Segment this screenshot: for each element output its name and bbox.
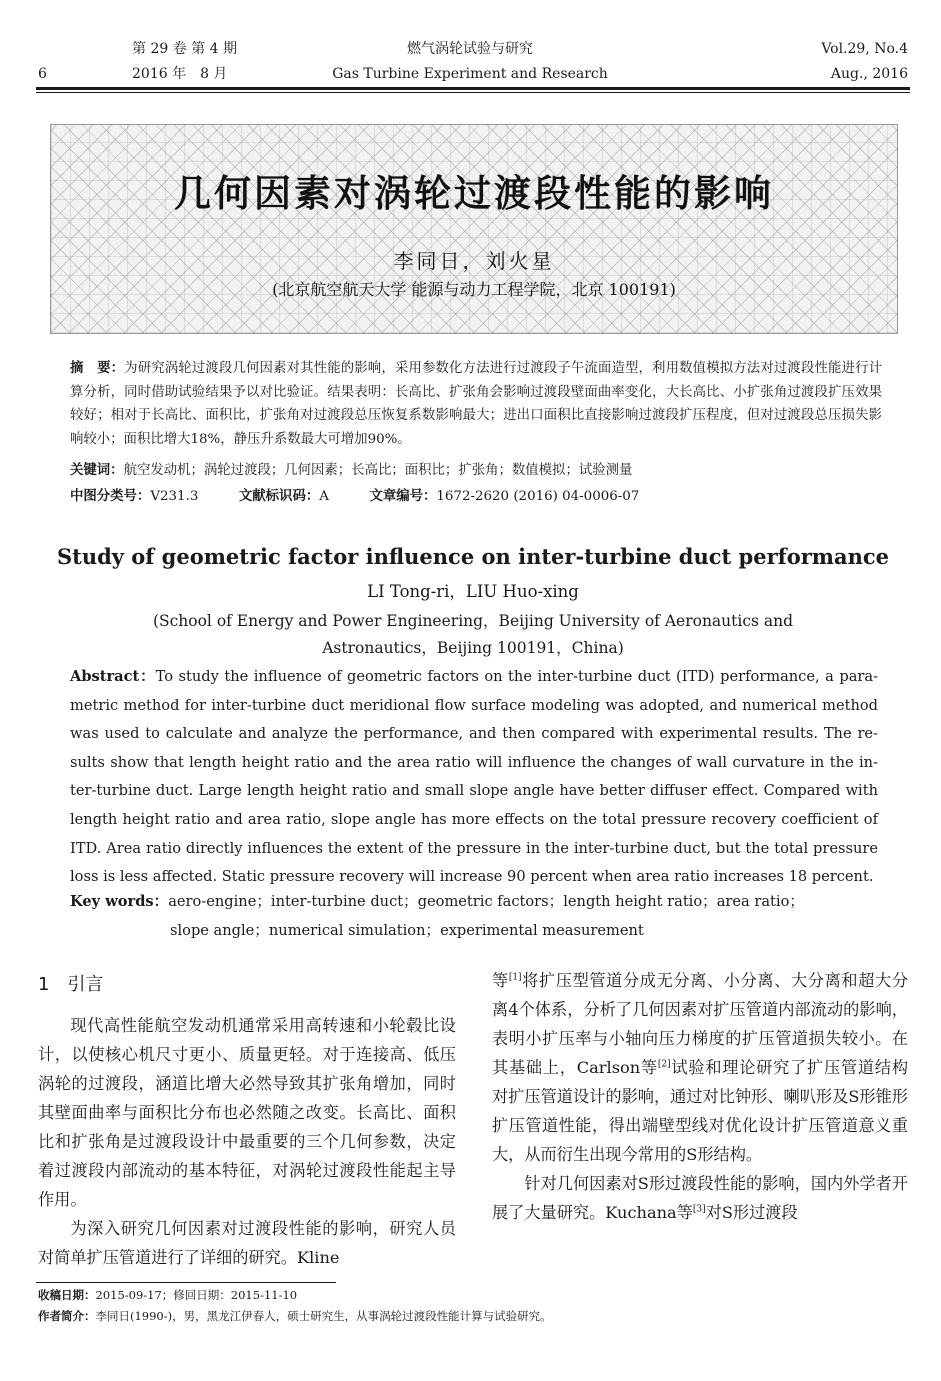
- keywords-en-line2: slope angle；numerical simulation；experimental measurement: [170, 921, 644, 939]
- abstract-cn-text: 为研究涡轮过渡段几何因素对其性能的影响，采用参数化方法进行过渡段子午流面造型，利用数值模拟方法对过渡段性能进行计算分析，同时借助试验结果予以对比验证。结果表明：长高比、扩张角会影响过渡段壁面曲率变化，大长高比、小扩张角过渡段扩压效果较好；相对于长高比、面积比，扩张角对过渡段总压恢复系数影响最大；进出口面积比直接影响过渡段扩压程度，但对过渡段总压损失影响较小；面积比增大18%，静压升系数最大可增加90%。: [70, 361, 883, 447]
- page-number: 6: [38, 66, 47, 82]
- affiliation-en-line2: Astronautics，Beijing 100191，China): [322, 639, 624, 657]
- keywords-en-line1: aero-engine；inter-turbine duct；geometric factors；length height ratio；area ratio；: [168, 893, 804, 910]
- clc-value: V231.3: [150, 489, 199, 504]
- keywords-cn: [70, 459, 882, 483]
- abstract-en-line: To study the influence of geometric factors on the inter-turbine duct (ITD) performance, a para-: [155, 668, 879, 685]
- paragraph: [492, 966, 908, 1169]
- footnote-dates-label: 收稿日期：: [38, 1288, 96, 1302]
- paragraph: [492, 1169, 908, 1227]
- abstract-en-line: ter-turbine duct. Large length height ratio and small slope angle have better diffuser effect. Compared with: [70, 782, 878, 800]
- citation-ref: [1]: [508, 972, 522, 983]
- text-run: 针对几何因素对S形过渡段性能的影响，国内外学者开展了大量研究。Kuchana等: [492, 1174, 908, 1222]
- paper-title-cn: 几何因素对涡轮过渡段性能的影响: [174, 172, 774, 215]
- abstract-en-line: loss is less affected. Static pressure recovery will increase 90 percent when area ratio increases 18 percent.: [70, 868, 874, 886]
- affiliation-cn: (北京航空航天大学 能源与动力工程学院，北京 100191): [272, 280, 676, 299]
- footnote-author-label: 作者简介：: [38, 1309, 96, 1323]
- citation-ref: [3]: [692, 1204, 706, 1215]
- header-rule-thick: [36, 87, 910, 90]
- abstract-en-line: ITD. Area ratio directly influences the extent of the pressure in the inter-turbine duct, but the total pressure: [70, 839, 878, 857]
- title-box: [50, 124, 898, 334]
- keywords-en: [70, 888, 878, 945]
- abstract-en-line: length height ratio and area ratio, slope angle has more effects on the total pressure recovery coefficient of: [70, 810, 878, 828]
- text-run: 等: [492, 971, 509, 990]
- paragraph: 为深入研究几何因素对过渡段性能的影响，研究人员对简单扩压管道进行了详细的研究。Kline: [38, 1219, 456, 1267]
- classification-line: [70, 485, 882, 509]
- date-en: Aug., 2016: [830, 66, 908, 82]
- authors-cn: 李同日，刘火星: [393, 249, 555, 273]
- text-run: 将扩压型管道分成无分离、小分离、大分离和超大分离4个体系，分析了几何因素对扩压管道内部流动的影响，表明小扩压率与小轴向压力梯度的扩压管道损失较小。在其基础上，Carlson等: [492, 971, 909, 1077]
- clc-label: 中图分类号：: [70, 489, 151, 504]
- footnote-dates-value: 2015-09-17；修回日期：2015-11-10: [95, 1288, 298, 1302]
- abstract-en-line: was used to calculate and analyze the performance, and then compared with experimental results. The re-: [70, 725, 878, 743]
- footnote-dates: [38, 1287, 297, 1303]
- date-cn: 2016 年 8 月: [132, 66, 228, 82]
- keywords-cn-label: 关键词：: [70, 463, 124, 478]
- paragraph: 现代高性能航空发动机通常采用高转速和小轮毂比设计，以使核心机尺寸更小、质量更轻。对于连接高、低压涡轮的过渡段，涵道比增大必然导致其扩张角增加，同时其壁面曲率与面积比分布也必然随之改变。长高比、面积比和扩张角是过渡段设计中最重要的三个几何参数，决定着过渡段内部流动的基本特征，对涡轮过渡段性能起主导作用。: [38, 1016, 456, 1209]
- volume-issue-cn: 第 29 卷 第 4 期: [132, 41, 237, 57]
- text-run: 试验和理论研究了扩压管道结构对扩压管道设计的影响，通过对比钟形、喇叭形及S形锥形扩压管道性能，得出端壁型线对优化设计扩压管道意义重大，从而衍生出现今常用的S形结构。: [492, 1058, 909, 1164]
- journal-name-cn: 燃气涡轮试验与研究: [407, 41, 533, 57]
- doc-code-value: A: [319, 489, 329, 504]
- right-column: [492, 966, 908, 1227]
- authors-en: LI Tong-ri，LIU Huo-xing: [367, 582, 579, 601]
- doc-code-label: 文献标识码：: [238, 489, 320, 504]
- footnote-author-value: 李同日(1990-)，男，黑龙江伊春人，硕士研究生，从事涡轮过渡段性能计算与试验研究。: [95, 1309, 552, 1323]
- article-number-label: 文章编号：: [369, 489, 437, 504]
- keywords-en-label: Key words：: [70, 893, 169, 910]
- abstract-en-line: metric method for inter-turbine duct meridional flow surface modeling was adopted, and numerical method: [70, 696, 878, 714]
- abstract-en: [70, 663, 878, 892]
- footnote-author: [38, 1308, 552, 1324]
- text-run: 对S形过渡段: [705, 1203, 798, 1222]
- footnote-rule: [36, 1282, 336, 1283]
- abstract-en-line: sults show that length height ratio and the area ratio will influence the changes of wall curvature in the in-: [70, 753, 878, 771]
- affiliation-en-line1: (School of Energy and Power Engineering，Beijing University of Aeronautics and: [152, 612, 794, 630]
- keywords-cn-text: 航空发动机；涡轮过渡段；几何因素；长高比；面积比；扩张角；数值模拟；试验测量: [123, 463, 633, 478]
- article-number-value: 1672-2620 (2016) 04-0006-07: [436, 489, 640, 504]
- left-column: [38, 1011, 456, 1272]
- volume-issue-en: Vol.29, No.4: [821, 41, 908, 57]
- journal-name-en: Gas Turbine Experiment and Research: [332, 66, 608, 82]
- abstract-cn: [70, 357, 882, 451]
- header-rule-thin: [36, 92, 910, 93]
- abstract-cn-label: 摘 要：: [70, 361, 125, 376]
- citation-ref: [2]: [657, 1059, 671, 1070]
- abstract-en-label: Abstract：: [70, 668, 156, 685]
- paper-title-en: Study of geometric factor influence on inter-turbine duct performance: [56, 544, 890, 569]
- section-heading: 1 引言: [38, 974, 104, 995]
